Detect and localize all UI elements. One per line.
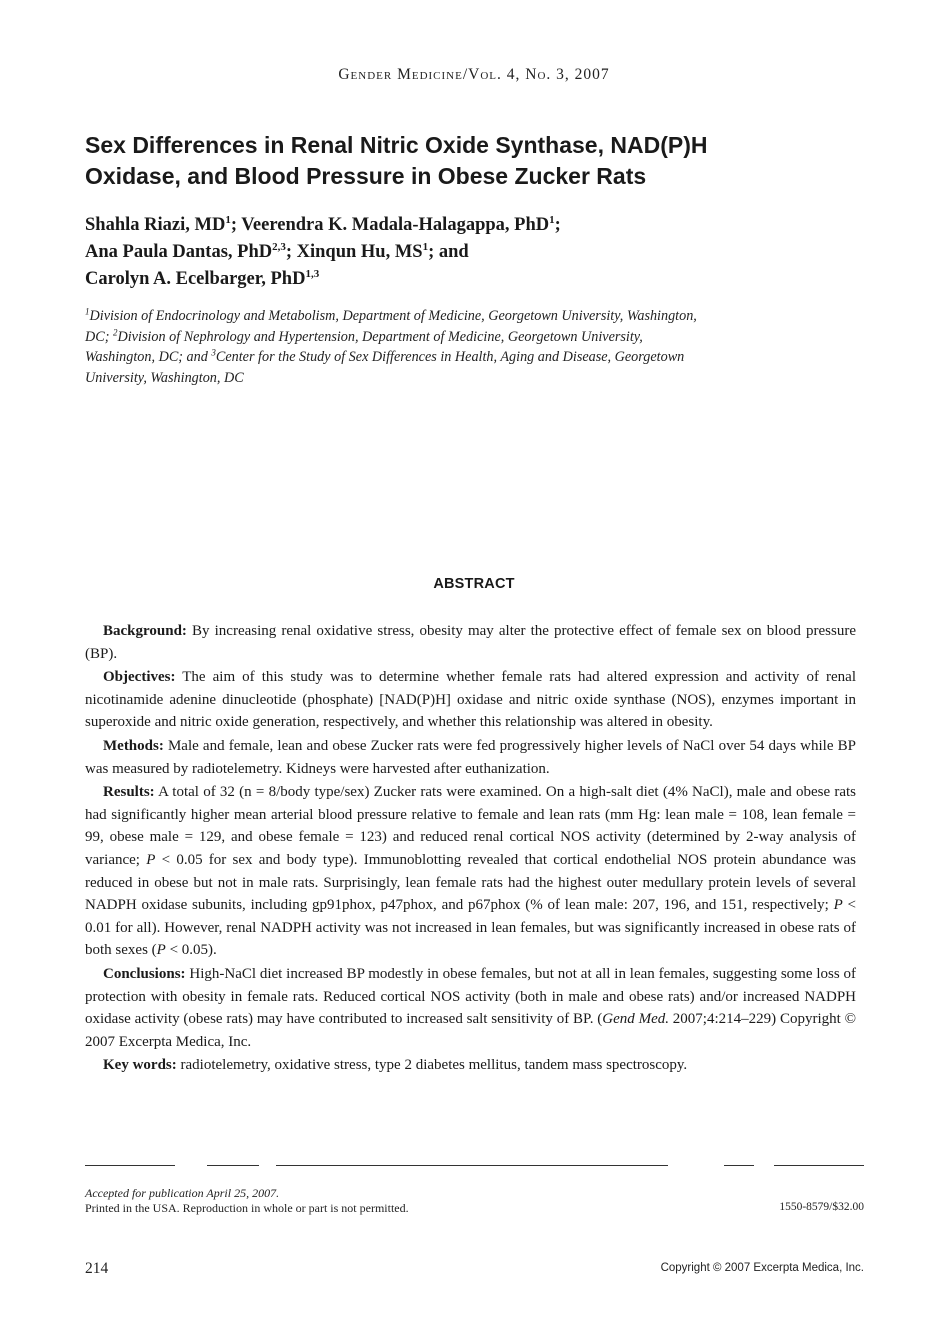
printed-notice: Printed in the USA. Reproduction in whole or part is not permitted. <box>85 1201 409 1215</box>
author-name: Veerendra K. Madala-Halagappa, PhD <box>241 215 550 235</box>
affiliation-mark: 3 <box>211 347 216 358</box>
p-value-symbol: P <box>146 851 156 868</box>
abstract-results <box>85 781 856 962</box>
affiliation-mark: 2 <box>112 326 118 337</box>
affiliations <box>85 306 865 388</box>
author-affiliation-mark: 1,3 <box>305 267 320 280</box>
section-text: < 0.05 for sex and body type). Immunoblotting revealed that cortical endothelial NOS protein abundance was reduced in obese but not in male rats. Surprisingly, lean female rats had the highest outer medullary protein levels of several NADPH oxidase subunits, including gp91phox, p47phox, and p67phox (% of lean male: 207, 196, and 151, respectively; <box>85 851 856 914</box>
section-text: High-NaCl diet increased BP modestly in obese females, but not at all in lean females, suggesting some loss of protection with obesity in female rats. Reduced cortical NOS activity (both in male and obese rats) and/or increased NADPH oxidase activity (obese rats) may have contributed to increased salt sensitivity of BP. ( <box>85 965 856 1028</box>
section-text: < 0.01 for all). However, renal NADPH activity was not increased in lean females, but was significantly increased in obese rats of both sexes ( <box>85 897 856 959</box>
abstract-keywords <box>85 1054 856 1077</box>
affiliation-text: Division of Nephrology and Hypertension, Department of Medicine, Georgetown University, <box>117 328 643 345</box>
section-text: 2007;4:214–229) Copyright © 2007 Excerpta Medica, Inc. <box>85 1011 856 1050</box>
author-line-3 <box>85 266 865 293</box>
section-label: Methods: <box>103 737 164 754</box>
article-title <box>85 130 885 192</box>
footnote-rule <box>276 1165 668 1166</box>
author-name: Carolyn A. Ecelbarger, PhD <box>85 269 306 289</box>
author-affiliation-mark: 1 <box>549 213 555 226</box>
author-affiliation-mark: 1 <box>225 213 231 226</box>
author-name: Ana Paula Dantas, PhD <box>85 242 273 262</box>
affiliation-line-3 <box>85 347 865 368</box>
title-line-2: Oxidase, and Blood Pressure in Obese Zucker Rats <box>85 163 647 189</box>
affiliation-text: Division of Endocrinology and Metabolism, Department of Medicine, Georgetown University, Washington, <box>89 308 697 324</box>
section-text: By increasing renal oxidative stress, obesity may alter the protective effect of female sex on blood pressure (BP). <box>85 623 856 662</box>
affiliation-text: Washington, DC; and <box>85 349 212 365</box>
footnote-rule <box>774 1165 864 1166</box>
accepted-date: Accepted for publication April 25, 2007. <box>85 1186 280 1200</box>
copyright-notice: Copyright © 2007 Excerpta Medica, Inc. <box>660 1262 864 1274</box>
section-label: Key words: <box>103 1057 177 1074</box>
affiliation-line-1 <box>85 306 865 327</box>
author-separator: ; <box>230 215 242 235</box>
author-separator: ; <box>285 242 297 262</box>
section-label: Objectives: <box>103 669 176 686</box>
author-name: Xinqun Hu, MS <box>296 242 423 262</box>
section-text: The aim of this study was to determine whether female rats had altered expression and activity of renal nicotinamide adenine dinucleotide (phosphate) [NAD(P)H] oxidase and nitric oxide synthase (NOS), enzymes important in superoxide and nitric oxide generation, respectively, and whether this relationship was altered in obesity. <box>85 669 856 731</box>
author-list <box>85 212 865 293</box>
abstract-methods <box>85 735 856 780</box>
section-text: radiotelemetry, oxidative stress, type 2 diabetes mellitus, tandem mass spectroscopy. <box>176 1057 688 1074</box>
affiliation-text: Center for the Study of Sex Differences in Health, Aging and Disease, Georgetown <box>215 349 685 365</box>
abstract-heading: ABSTRACT <box>433 576 515 592</box>
title-line-1: Sex Differences in Renal Nitric Oxide Synthase, NAD(P)H <box>85 132 708 158</box>
section-label: Conclusions: <box>103 965 186 982</box>
author-affiliation-mark: 1 <box>422 240 429 253</box>
section-text: < 0.05). <box>165 942 217 959</box>
abstract-objectives <box>85 666 856 734</box>
affiliation-mark: 1 <box>85 306 90 317</box>
author-name: Shahla Riazi, MD <box>85 215 226 235</box>
abstract-body <box>85 620 856 1078</box>
running-head: Gender Medicine/Vol. 4, No. 3, 2007 <box>338 66 610 83</box>
footnote-rule <box>724 1165 754 1166</box>
affiliation-line-2 <box>85 327 865 348</box>
section-label: Results: <box>103 784 155 801</box>
section-text: A total of 32 (n = 8/body type/sex) Zucker rats were examined. On a high-salt diet (4% NaCl), male and obese rats had significantly higher mean arterial blood pressure relative to female and lean rats (mm Hg: lean male = 108, lean female = 99, obese male = 129, and obese female = 123) and reduced renal cortical NOS activity (determined by 2-way analysis of variance; <box>85 784 856 868</box>
section-text: Male and female, lean and obese Zucker rats were fed progressively higher levels of NaCl over 54 days while BP was measured by radiotelemetry. Kidneys were harvested after euthanization. <box>85 737 856 777</box>
author-line-2 <box>85 239 865 266</box>
footnote-rule <box>207 1165 259 1166</box>
author-affiliation-mark: 2,3 <box>272 240 286 253</box>
author-line-1 <box>85 212 865 239</box>
affiliation-text: DC; <box>85 328 113 345</box>
p-value-symbol: P <box>156 942 166 959</box>
footnote-rule <box>85 1165 175 1166</box>
author-separator: ; and <box>428 242 469 262</box>
journal-citation: Gend Med. <box>602 1011 669 1028</box>
affiliation-text: University, Washington, DC <box>85 369 244 386</box>
author-separator: ; <box>554 215 561 235</box>
page-number: 214 <box>85 1260 109 1277</box>
p-value-symbol: P <box>833 897 843 914</box>
issn-price-code: 1550-8579/$32.00 <box>779 1201 864 1213</box>
abstract-background <box>85 620 856 665</box>
abstract-conclusions <box>85 963 856 1053</box>
affiliation-line-4 <box>85 368 865 389</box>
section-label: Background: <box>103 623 187 639</box>
